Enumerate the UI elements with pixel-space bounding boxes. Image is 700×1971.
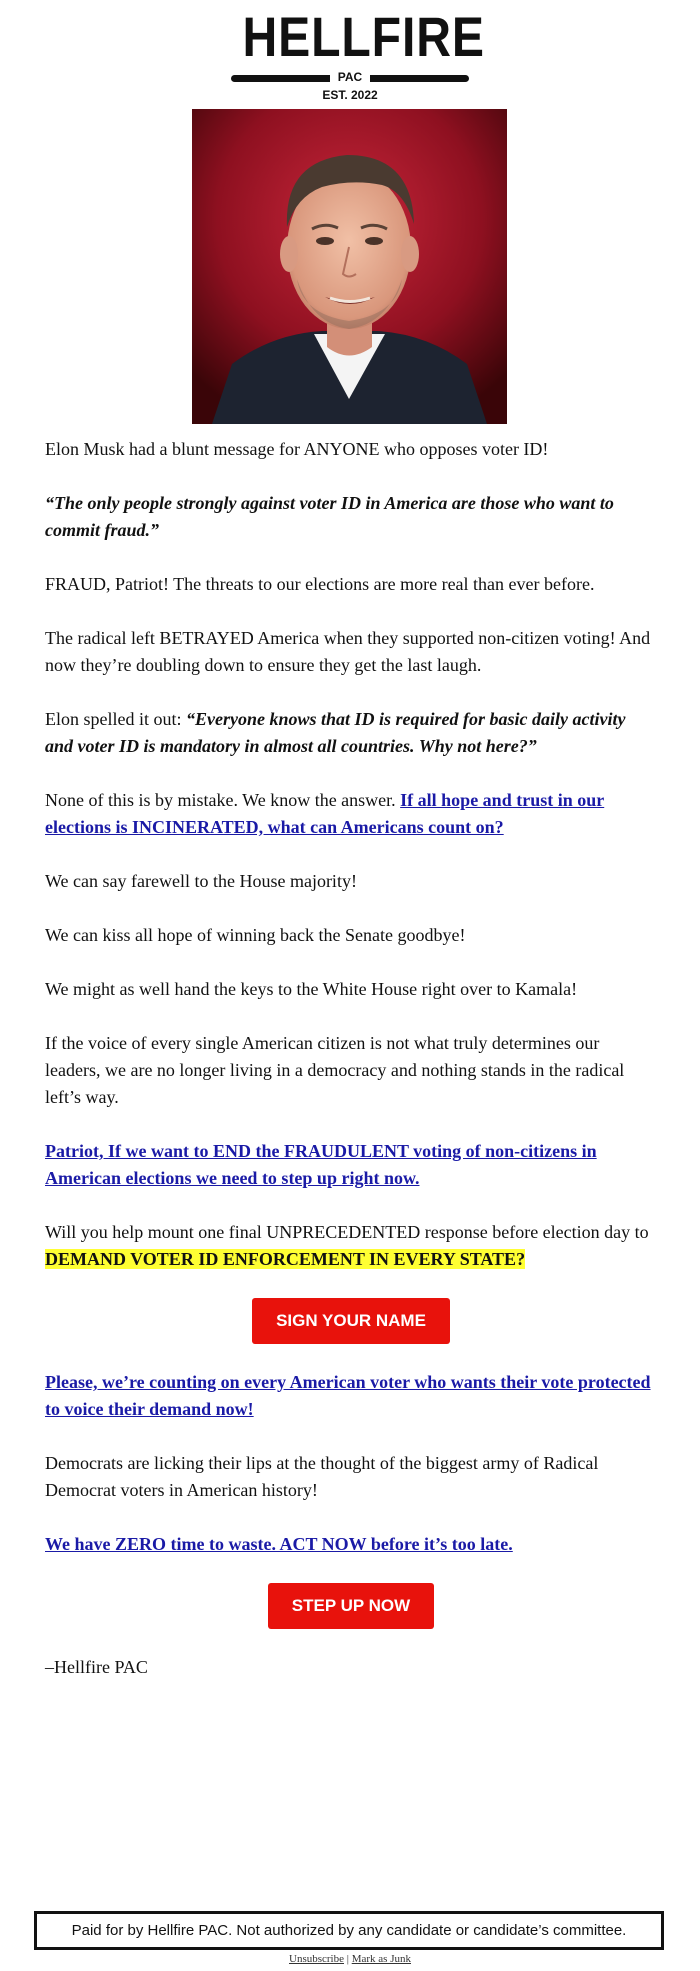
spelled-out-lead: Elon spelled it out:: [45, 709, 186, 729]
portrait-photo-icon: [192, 109, 507, 424]
white-house-paragraph: We might as well hand the keys to the White House right over to Kamala!: [45, 979, 578, 999]
step-up-button-wrap: [45, 1583, 657, 1629]
senate-paragraph: We can kiss all hope of winning back the Senate goodbye!: [45, 925, 466, 945]
intro-paragraph: Elon Musk had a blunt message for ANYONE who opposes voter ID!: [45, 439, 549, 459]
portrait-photo: [192, 109, 507, 424]
email-body: [45, 436, 657, 1708]
musk-quote-1: “The only people strongly against voter ID in America are those who want to commit fraud.”: [45, 493, 614, 540]
logo-pac-label: PAC: [330, 70, 370, 85]
unsubscribe-separator: |: [346, 1953, 349, 1965]
mark-as-junk-link[interactable]: Mark as Junk: [351, 1953, 411, 1965]
unsubscribe-row: [0, 1952, 700, 1966]
betrayed-paragraph: The radical left BETRAYED America when they supported non-citizen voting! And now they’re doubling down to ensure they get the last laugh.: [45, 628, 651, 675]
logo-established: EST. 2022: [322, 88, 378, 102]
democrats-paragraph: Democrats are licking their lips at the thought of the biggest army of Radical Democrat voters in American history!: [45, 1453, 599, 1500]
mistake-lead: None of this is by mistake. We know the answer.: [45, 790, 401, 810]
step-up-link-paragraph: [45, 1138, 657, 1192]
house-paragraph: We can say farewell to the House majority!: [45, 871, 357, 891]
paid-for-disclaimer: Paid for by Hellfire PAC. Not authorized by any candidate or candidate’s committee.: [34, 1911, 664, 1950]
hellfire-logo: [225, 5, 485, 104]
signoff: –Hellfire PAC: [45, 1657, 148, 1677]
fraudulent-voting-link[interactable]: Patriot, If we want to END the FRAUDULENT voting of non-citizens in American elections we need to step up right now.: [45, 1141, 597, 1188]
sign-your-name-button[interactable]: SIGN YOUR NAME: [252, 1298, 450, 1344]
zero-time-link[interactable]: We have ZERO time to waste. ACT NOW before it’s too late.: [45, 1534, 513, 1554]
counting-on-voters-link[interactable]: Please, we’re counting on every American voter who wants their vote protected to voice their demand now!: [45, 1372, 651, 1419]
logo-wordmark: HELLFIRE: [242, 5, 485, 68]
response-paragraph: [45, 1219, 657, 1273]
zero-time-link-paragraph: [45, 1531, 657, 1558]
musk-quote-2: “Everyone knows that ID is required for basic daily activity and voter ID is mandatory in almost all countries. Why not here?”: [45, 709, 626, 756]
counting-link-paragraph: [45, 1369, 657, 1423]
mistake-paragraph: [45, 787, 657, 841]
step-up-now-button[interactable]: STEP UP NOW: [268, 1583, 434, 1629]
response-lead: Will you help mount one final UNPRECEDENTED response before election day to: [45, 1222, 649, 1242]
demand-highlight: DEMAND VOTER ID ENFORCEMENT IN EVERY STATE?: [45, 1249, 526, 1269]
spelled-out-paragraph: [45, 706, 657, 760]
fraud-paragraph: FRAUD, Patriot! The threats to our elections are more real than ever before.: [45, 574, 595, 594]
unsubscribe-link[interactable]: Unsubscribe: [289, 1953, 344, 1965]
incinerated-link[interactable]: If all hope and trust in our elections is INCINERATED, what can Americans count on?: [45, 790, 605, 837]
democracy-paragraph: If the voice of every single American citizen is not what truly determines our leaders, we are no longer living in a democracy and nothing stands in the radical left’s way.: [45, 1033, 625, 1107]
sign-button-wrap: [45, 1298, 657, 1344]
